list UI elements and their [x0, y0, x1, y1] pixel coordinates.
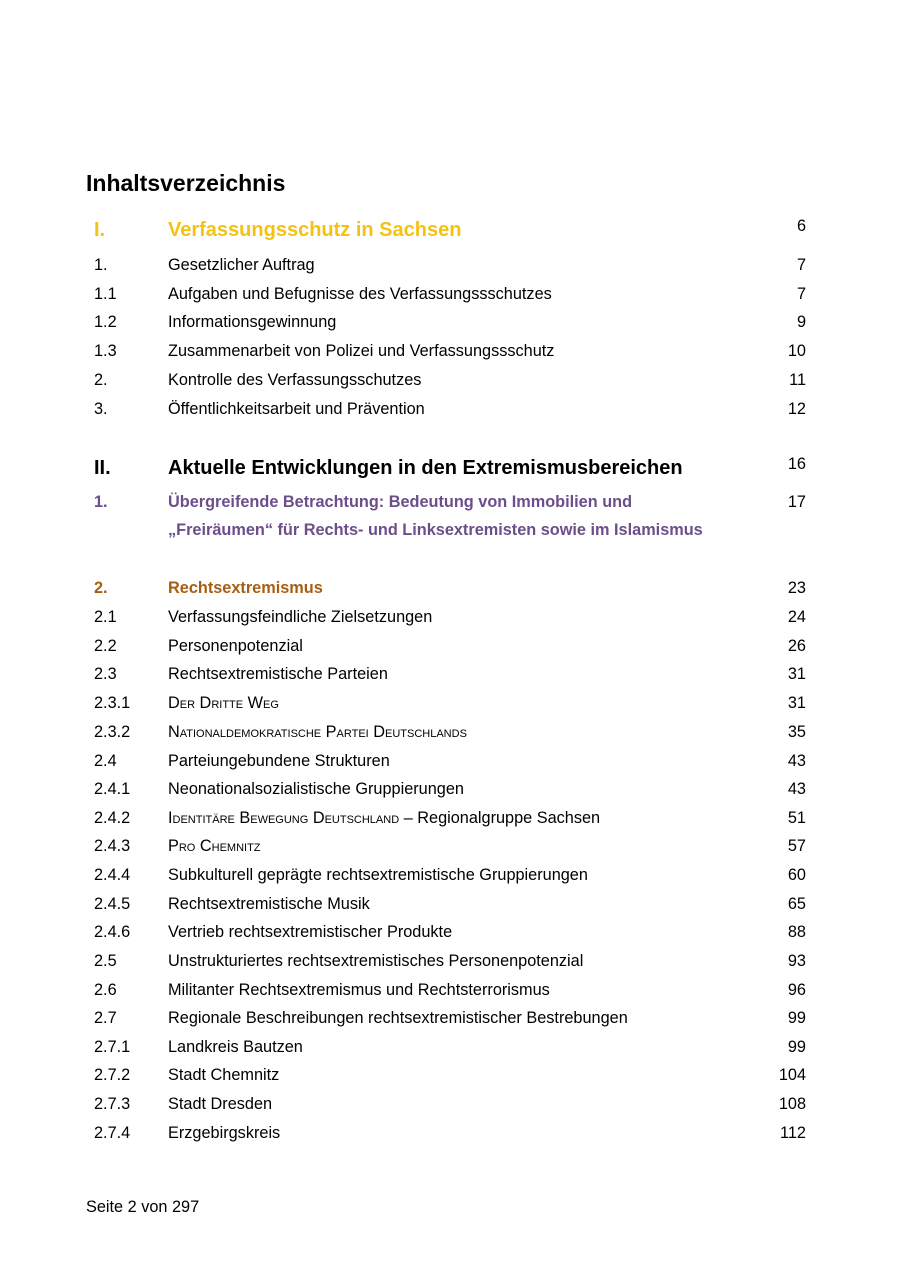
toc-number: 1. [94, 493, 108, 511]
toc-entry[interactable] [94, 922, 806, 950]
toc-number: 2.4.6 [94, 923, 131, 941]
toc-title: Militanter Rechtsextremismus und Rechtsterrorismus [168, 981, 550, 999]
toc-page: 11 [789, 371, 806, 389]
toc-number: 3. [94, 400, 108, 418]
toc-number: 2.4.1 [94, 780, 131, 798]
toc-page: 108 [778, 1095, 806, 1113]
toc-title: Öffentlichkeitsarbeit und Prävention [168, 400, 425, 418]
toc-page: 7 [796, 285, 806, 303]
toc-title: Parteiungebundene Strukturen [168, 752, 390, 770]
toc-entry[interactable] [94, 779, 806, 807]
toc-number: I. [94, 219, 106, 241]
toc-page: 16 [787, 455, 806, 473]
toc-section-heading[interactable] [94, 217, 806, 248]
toc-subsection-heading[interactable] [94, 492, 806, 548]
toc-page: 12 [787, 400, 806, 418]
toc-title [168, 808, 738, 828]
toc-page: 43 [787, 752, 806, 770]
toc-title: Kontrolle des Verfassungsschutzes [168, 371, 422, 389]
toc-number: 2.7 [94, 1009, 117, 1027]
toc-entry[interactable] [94, 980, 806, 1008]
toc-title: Erzgebirgskreis [168, 1124, 281, 1142]
toc-number: 2.4 [94, 752, 117, 770]
toc-number: 1. [94, 256, 108, 274]
toc-entry[interactable] [94, 1065, 806, 1093]
toc-page: 7 [796, 256, 806, 274]
toc-title: Aktuelle Entwicklungen in den Extremismusbereichen [168, 457, 683, 479]
toc-page: 88 [787, 923, 806, 941]
toc-entry[interactable] [94, 255, 806, 283]
toc-page: 24 [787, 608, 806, 626]
toc-page: 112 [780, 1124, 806, 1142]
toc-number: 2.4.4 [94, 866, 131, 884]
toc-page: 26 [787, 637, 806, 655]
toc-number: 2. [94, 371, 108, 389]
toc-title-smallcaps: Identitäre Bewegung Deutschland [168, 809, 400, 827]
toc-entry[interactable] [94, 399, 806, 427]
toc-title: Aufgaben und Befugnisse des Verfassungssschutzes [168, 285, 552, 303]
toc-title: Stadt Dresden [168, 1095, 273, 1113]
toc-page: 99 [787, 1009, 806, 1027]
toc-entry[interactable] [94, 808, 806, 836]
toc-number: 2.1 [94, 608, 117, 626]
toc-title: Zusammenarbeit von Polizei und Verfassungssschutz [168, 342, 555, 360]
toc-entry[interactable] [94, 693, 806, 721]
toc-entry[interactable] [94, 1094, 806, 1122]
toc-entry[interactable] [94, 341, 806, 369]
toc-number: 2.4.5 [94, 895, 131, 913]
toc-number: 2.2 [94, 637, 117, 655]
toc-number: II. [94, 457, 111, 479]
toc-subsection-heading[interactable] [94, 578, 806, 606]
toc-number: 2.3 [94, 665, 117, 683]
toc-entry[interactable] [94, 312, 806, 340]
toc-number: 2.3.1 [94, 694, 131, 712]
toc-page: 99 [787, 1038, 806, 1056]
toc-title-line: „Freiräumen“ für Rechts- und Linksextremisten sowie im Islamismus [168, 521, 703, 539]
toc-title: Gesetzlicher Auftrag [168, 256, 315, 274]
toc-number: 1.3 [94, 342, 117, 360]
toc-title: Rechtsextremistische Parteien [168, 665, 388, 683]
toc-title: Verfassungsschutz in Sachsen [168, 219, 462, 241]
toc-number: 2.6 [94, 981, 117, 999]
toc-entry[interactable] [94, 1037, 806, 1065]
toc-entry[interactable] [94, 722, 806, 750]
toc-title: Pro Chemnitz [168, 837, 261, 855]
toc-title: Regionale Beschreibungen rechtsextremistischer Bestrebungen [168, 1009, 628, 1027]
toc-entry[interactable] [94, 951, 806, 979]
toc-title-rest: – Regionalgruppe Sachsen [399, 809, 601, 827]
toc-title: Personenpotenzial [168, 637, 303, 655]
toc-title: Landkreis Bautzen [168, 1038, 303, 1056]
toc-page: 57 [787, 837, 806, 855]
toc-title: Informationsgewinnung [168, 313, 337, 331]
toc-title: Stadt Chemnitz [168, 1066, 280, 1084]
toc-page: 43 [787, 780, 806, 798]
page-footer: Seite 2 von 297 [86, 1198, 200, 1216]
toc-entry[interactable] [94, 664, 806, 692]
toc-title: Neonationalsozialistische Gruppierungen [168, 780, 464, 798]
toc-number: 2. [94, 579, 108, 597]
toc-page: 31 [787, 665, 806, 683]
toc-title: Unstrukturiertes rechtsextremistisches Personenpotenzial [168, 952, 584, 970]
toc-entry[interactable] [94, 636, 806, 664]
toc-page: 51 [787, 809, 806, 827]
toc-page: 65 [787, 895, 806, 913]
toc-entry[interactable] [94, 1008, 806, 1036]
toc-title: Vertrieb rechtsextremistischer Produkte [168, 923, 453, 941]
toc-number: 2.5 [94, 952, 117, 970]
toc-number: 2.7.3 [94, 1095, 131, 1113]
toc-page: 96 [787, 981, 806, 999]
toc-page: 104 [778, 1066, 806, 1084]
toc-number: 2.4.2 [94, 809, 131, 827]
toc-page: 10 [787, 342, 806, 360]
toc-entry[interactable] [94, 836, 806, 864]
toc-number: 2.7.4 [94, 1124, 131, 1142]
toc-number: 1.2 [94, 313, 117, 331]
toc-title: Verfassungsfeindliche Zielsetzungen [168, 608, 433, 626]
toc-entry[interactable] [94, 284, 806, 312]
toc-page: 35 [787, 723, 806, 741]
toc-entry[interactable] [94, 1123, 806, 1151]
toc-entry[interactable] [94, 865, 806, 893]
toc-page: 6 [796, 217, 806, 235]
toc-number: 2.7.2 [94, 1066, 131, 1084]
toc-title: Der Dritte Weg [168, 694, 279, 712]
toc-title-line: Übergreifende Betrachtung: Bedeutung von Immobilien und [168, 493, 633, 511]
page-title: Inhaltsverzeichnis [86, 170, 286, 196]
toc-page: 93 [787, 952, 806, 970]
toc-title: Rechtsextremismus [168, 579, 323, 597]
toc-title: Subkulturell geprägte rechtsextremistische Gruppierungen [168, 866, 588, 884]
toc-page: 9 [796, 313, 806, 331]
toc-number: 1.1 [94, 285, 117, 303]
toc-page: 23 [787, 579, 806, 597]
toc-title: Nationaldemokratische Partei Deutschlands [168, 723, 467, 741]
toc-section-heading[interactable] [94, 455, 806, 486]
toc-page: 60 [787, 866, 806, 884]
toc-number: 2.7.1 [94, 1038, 131, 1056]
toc-number: 2.4.3 [94, 837, 131, 855]
toc-number: 2.3.2 [94, 723, 131, 741]
toc-entry[interactable] [94, 894, 806, 922]
toc-title: Rechtsextremistische Musik [168, 895, 370, 913]
toc-entry[interactable] [94, 751, 806, 779]
toc-page: 31 [787, 694, 806, 712]
toc-entry[interactable] [94, 607, 806, 635]
toc-entry[interactable] [94, 370, 806, 398]
toc-page: 17 [787, 493, 806, 511]
toc-title [168, 488, 738, 544]
